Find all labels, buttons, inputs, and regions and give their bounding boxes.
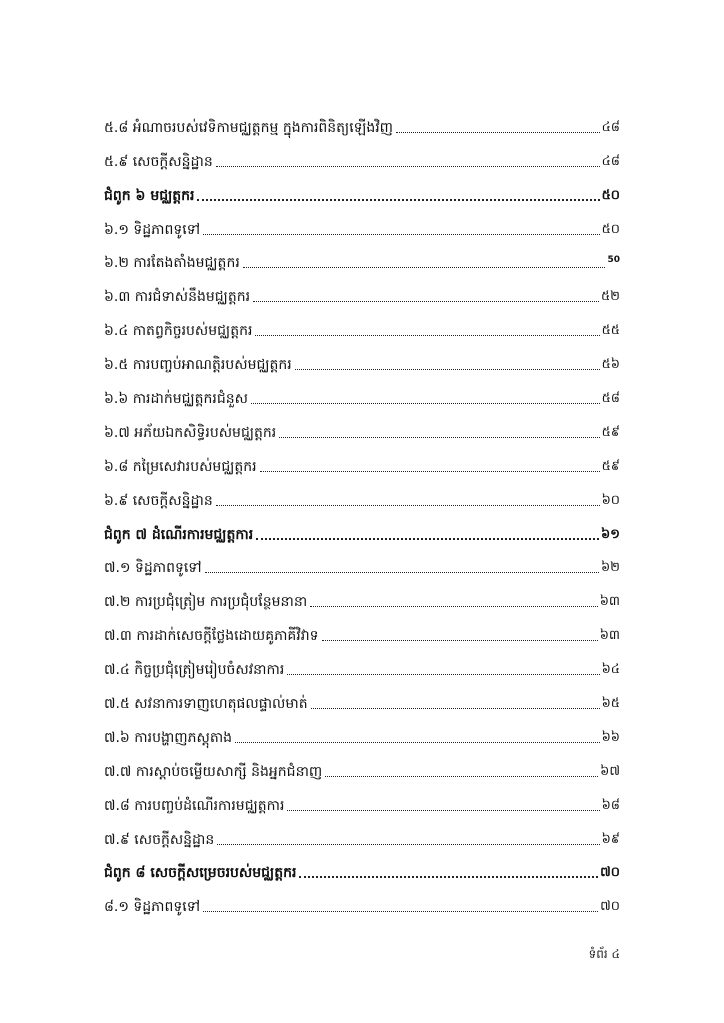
- toc-entry-title: ៥.៩ សេចក្តីសន្និដ្ឋាន: [104, 153, 213, 170]
- toc-dot-leader: [216, 166, 600, 167]
- toc-dot-leader: [216, 505, 600, 506]
- toc-dot-leader: [203, 234, 600, 235]
- toc-entry[interactable]: [104, 577, 620, 611]
- toc-dot-leader: [243, 267, 606, 268]
- toc-dot-leader: [251, 403, 600, 404]
- toc-dot-leader: [311, 708, 600, 709]
- toc-page-number: ៦៣: [599, 628, 620, 644]
- toc-page-number: ៥៩: [601, 458, 620, 474]
- toc-entry-title: ៧.៤ កិច្ចប្រជុំត្រៀមរៀបចំសវនាការ: [104, 662, 285, 679]
- toc-entry-title: ៦.៨ កម្រៃសេវារបស់មជ្ឈត្តករ: [104, 458, 257, 475]
- toc-entry[interactable]: [104, 408, 620, 442]
- toc-dot-leader: [310, 606, 598, 607]
- toc-page-number: ៥០: [601, 187, 620, 203]
- toc-page-number: ៧០: [600, 899, 620, 915]
- toc-dot-leader: [205, 572, 599, 573]
- toc-entry[interactable]: [104, 205, 620, 239]
- toc-page-number: ៦៣: [599, 594, 620, 610]
- toc-dot-leader: [260, 471, 600, 472]
- toc-entry-title: ៧.៩ សេចក្តីសន្និដ្ឋាន: [104, 831, 215, 848]
- toc-entry[interactable]: [104, 374, 620, 408]
- toc-page-number: ៥៦: [601, 357, 620, 373]
- toc-entry[interactable]: [104, 679, 620, 713]
- toc-chapter-title: ជំពូក ៨ សេចក្តីសម្រេចរបស់មជ្ឈត្តករ: [104, 865, 297, 882]
- toc-entry-title: ៧.៦ ការបង្ហាញភស្តុតាង: [104, 729, 233, 746]
- toc-chapter-entry[interactable]: [104, 849, 620, 883]
- toc-entry[interactable]: [104, 306, 620, 340]
- page-number-footer: ទំព័រ ៤: [588, 947, 620, 961]
- toc-entry[interactable]: [104, 882, 620, 916]
- toc-chapter-title: ជំពូក ៦ មជ្ឈត្តករ: [104, 187, 195, 204]
- toc-page-number: ៥០: [601, 221, 620, 237]
- toc-entry[interactable]: [104, 103, 620, 137]
- toc-entry[interactable]: [104, 781, 620, 815]
- toc-entry-title: ៦.៤ កាតព្វកិច្ចរបស់មជ្ឈត្តករ: [104, 323, 253, 340]
- toc-entry-title: ៦.៩ សេចក្តីសន្និដ្ឋាន: [104, 492, 213, 509]
- toc-page-number: ៦០: [601, 492, 620, 508]
- toc-chapter-entry[interactable]: [104, 171, 620, 205]
- toc-page-number: ៦៦: [601, 729, 620, 745]
- toc-entry[interactable]: [104, 747, 620, 781]
- toc-page-number: ៥៩: [601, 424, 620, 440]
- toc-dot-leader: [253, 301, 599, 302]
- toc-entry[interactable]: [104, 239, 620, 273]
- toc-page-number: ៦៨: [601, 797, 620, 813]
- toc-dot-leader: [203, 911, 598, 912]
- toc-dot-leader: [279, 437, 599, 438]
- toc-entry-title: ៦.១ ទិដ្ឋភាពទូទៅ: [104, 221, 201, 238]
- toc-entry[interactable]: [104, 713, 620, 747]
- toc-entry-title: ៧.២ ការប្រជុំត្រៀម ការប្រជុំបន្ថែមនានា: [104, 594, 308, 611]
- toc-entry-title: ៦.២ ការតែងតាំងមជ្ឈត្តករ: [104, 255, 240, 272]
- toc-entry[interactable]: [104, 815, 620, 849]
- toc-page-number: ៤៨: [601, 119, 620, 135]
- toc-entry-title: ៨.១ ទិដ្ឋភាពទូទៅ: [104, 899, 201, 916]
- toc-entry-title: ៥.៨ អំណាចរបស់វេទិកាមជ្ឈត្តកម្ម ក្នុងការពិនិត្យឡើងវិញ: [104, 119, 393, 136]
- toc-entry[interactable]: [104, 340, 620, 374]
- toc-dot-leader: [235, 742, 600, 743]
- toc-dot-leader: [256, 538, 599, 540]
- toc-chapter-title: ជំពូក ៧ ដំណើរការមជ្ឈត្តការ: [104, 526, 254, 543]
- toc-entry[interactable]: [104, 645, 620, 679]
- toc-chapter-entry[interactable]: [104, 510, 620, 544]
- toc-page-number: 50: [607, 255, 620, 266]
- toc-page-number: ៥២: [600, 289, 620, 305]
- toc-entry[interactable]: [104, 137, 620, 171]
- toc-entry-title: ៦.៧ អភ័យឯកសិទ្ធិរបស់មជ្ឈត្តករ: [104, 424, 277, 441]
- table-of-contents: [104, 103, 620, 916]
- toc-dot-leader: [197, 199, 599, 201]
- toc-page-number: ៥៥: [601, 323, 620, 339]
- toc-entry[interactable]: [104, 544, 620, 578]
- toc-entry-title: ៧.១ ទិដ្ឋភាពទូទៅ: [104, 560, 202, 577]
- toc-entry[interactable]: [104, 442, 620, 476]
- toc-dot-leader: [287, 810, 599, 811]
- toc-page-number: ៦៤: [601, 662, 620, 678]
- toc-page-number: ៦៩: [601, 831, 620, 847]
- toc-entry[interactable]: [104, 272, 620, 306]
- toc-entry[interactable]: [104, 611, 620, 645]
- toc-dot-leader: [287, 674, 599, 675]
- toc-page-number: ៦២: [600, 560, 620, 576]
- toc-dot-leader: [325, 776, 598, 777]
- toc-entry-title: ៧.៨ ការបញ្ចប់ដំណើរការមជ្ឈត្តការ: [104, 797, 285, 814]
- toc-page-number: ៦១: [600, 526, 620, 542]
- toc-page-number: ៤៨: [601, 153, 620, 169]
- toc-entry-title: ៦.៦ ការដាក់មជ្ឈត្តករជំនួស: [104, 391, 248, 408]
- toc-entry-title: ៦.៥ ការបញ្ចប់អាណត្តិរបស់មជ្ឈត្តករ: [104, 357, 292, 374]
- toc-dot-leader: [299, 876, 598, 878]
- toc-page-number: ៥៨: [601, 391, 620, 407]
- toc-entry-title: ៦.៣ ការជំទាស់នឹងមជ្ឈត្តករ: [104, 289, 251, 306]
- toc-dot-leader: [396, 132, 600, 133]
- toc-page-number: ៧០: [600, 865, 620, 881]
- toc-entry-title: ៧.៣ ការដាក់សេចក្តីថ្លែងដោយគូភាគីវិវាទ: [104, 628, 319, 645]
- toc-entry-title: ៧.៧ ការស្តាប់ចម្លើយសាក្សី និងអ្នកជំនាញ: [104, 763, 323, 780]
- toc-dot-leader: [217, 844, 599, 845]
- toc-entry-title: ៧.៥ សវនាការទាញហេតុផលផ្ទាល់មាត់: [104, 696, 308, 713]
- toc-page-number: ៦៧: [600, 763, 620, 779]
- toc-dot-leader: [322, 640, 598, 641]
- toc-dot-leader: [295, 369, 600, 370]
- toc-dot-leader: [255, 335, 599, 336]
- toc-entry[interactable]: [104, 476, 620, 510]
- toc-page-number: ៦៥: [601, 696, 620, 712]
